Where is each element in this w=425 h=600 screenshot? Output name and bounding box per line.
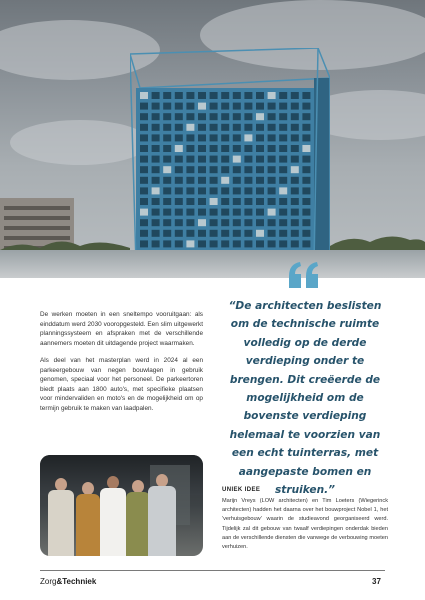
brand-part-1: Zorg: [40, 577, 57, 586]
magazine-brand: [40, 577, 96, 586]
tower-building: [130, 48, 330, 266]
pull-quote: “De architecten beslisten om de technische ruimte volledig op de derde verdieping onder te brengen. Dit creëerde de mogelijkheid om de bovenste verdieping helemaal te voorzien van een echt tuinterras, met aangepaste bomen en struiken.”: [228, 300, 382, 497]
footer-divider: [40, 570, 385, 571]
quote-icon: [287, 260, 321, 290]
section-heading: UNIEK IDEE: [222, 487, 261, 493]
paragraph: De werken moeten in een sneltempo vooruitgaan: als einddatum werd 2030 vooropgesteld. Een slim uitgewerkt planningssysteem en afspraken met de verschillende aannemers moeten dit uitdagende project waarmaken.: [40, 311, 203, 347]
body-text-left: [40, 310, 203, 421]
event-photo: [40, 455, 203, 556]
paragraph: Als deel van het masterplan werd in 2024 al een parkeergebouw van negen bouwlagen in gebruik genomen, speciaal voor het personeel. De parkeertoren biedt plaats aan 1800 auto's, met specifieke plaatsen voor mindervaliden en moto's en de mogelijkheid om op termijn gebruik te maken van laadpalen.: [40, 357, 203, 412]
hero-photo: [0, 0, 425, 278]
brand-part-2: Techniek: [62, 577, 97, 586]
brand-ampersand: &: [56, 577, 63, 586]
page-number: 37: [372, 577, 381, 586]
foreground-roof: [0, 250, 425, 278]
section-body-text: Marijn Vreys (LOW architecten) en Tim Loeters (Wiegerinck architecten) hadden het daarna over het bouwproject Nobel 1, het 'verhuisgebouw' waarin de studieavond georganiseerd werd. Tijdelijk zal dit gebouw van twaalf verdiepingen onderdak bieden aan de verschillende diensten die vanwege de verbouwing moeten verhuizen.: [222, 498, 388, 551]
